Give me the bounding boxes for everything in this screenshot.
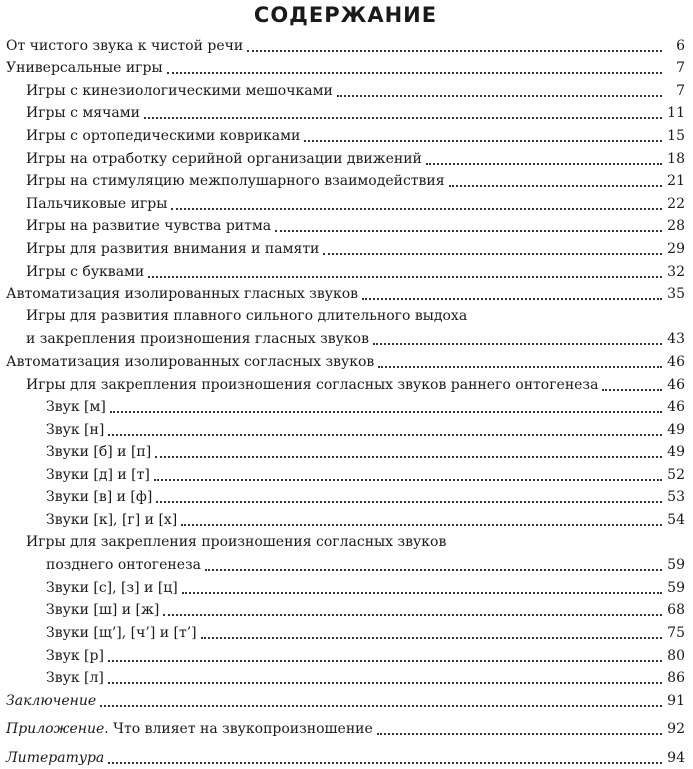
toc-entry[interactable] (6, 147, 685, 170)
toc-entry-label-text: Звук [л] (46, 670, 104, 687)
toc-entry[interactable] (6, 124, 685, 147)
toc-entry-label (26, 148, 426, 170)
toc-entry-page-number: 52 (667, 466, 685, 483)
dot-leader (373, 343, 662, 345)
toc-entry-label (6, 690, 100, 712)
toc-entry[interactable] (6, 644, 685, 667)
toc-entry-label (6, 35, 247, 57)
dot-leader (449, 185, 662, 187)
toc-entry-line1: Игры для развития плавного сильного длительного выдоха (26, 308, 468, 325)
toc-entry-label-text: Звуки [ш] и [ж] (46, 602, 160, 619)
toc-entry[interactable] (6, 79, 685, 102)
toc-entry-label (26, 328, 373, 350)
toc-entry-label-text: Звук [н] (46, 421, 105, 438)
toc-entry[interactable] (6, 170, 685, 193)
toc-entry-label-text: Пальчиковые игры (26, 195, 168, 212)
toc-entry-label-text: Звуки [с], [з] и [ц] (46, 579, 178, 596)
toc-entry-label (46, 667, 108, 689)
toc-entry-page-number: 59 (667, 557, 685, 574)
toc-entry-page-number: 21 (667, 173, 685, 190)
toc-entry-page-number: 53 (667, 489, 685, 506)
dot-leader (108, 762, 662, 764)
toc-entry-page-number: 43 (667, 331, 685, 348)
toc-entry-page-number: 54 (667, 512, 685, 529)
toc-entry-page-number: 59 (667, 579, 685, 596)
toc-entry-label (46, 577, 182, 599)
toc-entry-label-text: От чистого звука к чистой речи (6, 37, 244, 54)
toc-entry[interactable] (6, 599, 685, 622)
toc-entry-label-text: Игры на отработку серийной организации движений (26, 150, 422, 167)
toc-entry[interactable] (6, 373, 685, 396)
toc-entry-page-number: 80 (667, 647, 685, 664)
toc-entry-page-number: 86 (667, 670, 685, 687)
dot-leader (323, 253, 662, 255)
toc-entry-page-number: 28 (667, 218, 685, 235)
toc-entry-line1: Игры для закрепления произношения согласных звуков (26, 534, 447, 551)
dot-leader (100, 705, 662, 707)
toc-entry-label (46, 464, 154, 486)
dot-leader (181, 524, 662, 526)
toc-entry-page-number: 15 (667, 127, 685, 144)
dot-leader (154, 479, 662, 481)
toc-entry-label-text: Игры для развития внимания и памяти (26, 240, 320, 257)
toc-entry-label (26, 215, 275, 237)
toc-entry-page-number: 7 (676, 60, 685, 77)
toc-entry-label (26, 238, 323, 260)
toc-entry-label-text: Игры с ортопедическими ковриками (26, 127, 301, 144)
dot-leader (167, 72, 662, 74)
toc-entry-label (6, 57, 167, 79)
toc-entry-label-italic: Заключение (6, 692, 97, 709)
dot-leader (275, 230, 662, 232)
toc-entry[interactable] (6, 237, 685, 260)
toc-entry-page-number: 46 (667, 376, 685, 393)
toc-entry-page-number: 92 (667, 721, 685, 738)
toc-entry-label-text: Звуки [д] и [т] (46, 466, 150, 483)
toc-entry[interactable] (6, 689, 685, 712)
toc-entry[interactable] (6, 34, 685, 57)
toc-entry[interactable] (6, 283, 685, 306)
toc-entry-label (26, 170, 449, 192)
toc-entry-label-text: Звуки [щ’], [ч’] и [т’] (46, 625, 197, 642)
toc-entry-page-number: 49 (667, 444, 685, 461)
toc-entry-label-text: Звуки [в] и [ф] (46, 489, 153, 506)
toc-entry-label (26, 125, 304, 147)
dot-leader (163, 614, 662, 616)
toc-entry-label (26, 374, 602, 396)
toc-entry[interactable] (6, 260, 685, 283)
toc-entry[interactable] (6, 486, 685, 509)
page-title: СОДЕРЖАНИЕ (253, 3, 438, 27)
dot-leader (182, 592, 662, 594)
toc-entry-page-number: 18 (667, 150, 685, 167)
toc-entry-page-number: 49 (667, 421, 685, 438)
dot-leader (108, 660, 662, 662)
toc-entry[interactable] (6, 576, 685, 599)
toc-entry-label (46, 599, 163, 621)
toc-entry-page-number: 75 (667, 625, 685, 642)
toc-entry-page-number: 46 (667, 353, 685, 370)
toc-entry-label (46, 509, 181, 531)
toc-entry-page-number: 32 (667, 263, 685, 280)
toc-entry-label-text: Игры с мячами (26, 105, 140, 122)
toc-entry-page-number: 68 (667, 602, 685, 619)
toc-entry[interactable] (6, 718, 685, 741)
toc-entry-page-number: 7 (676, 82, 685, 99)
dot-leader (377, 733, 662, 735)
toc-entry-page-number: 11 (667, 105, 685, 122)
toc-entry-label-text: Автоматизация изолированных согласных звуков (6, 353, 375, 370)
dot-leader (148, 276, 662, 278)
dot-leader (602, 389, 662, 391)
toc-entry-label-text: и закрепления произношения гласных звуков (26, 331, 369, 348)
toc-entry[interactable] (6, 667, 685, 690)
toc-entry-label (26, 193, 171, 215)
dot-leader (362, 298, 662, 300)
toc-entry-label-italic: Приложение. (6, 721, 109, 738)
toc-entry-label (46, 441, 155, 463)
toc-entry-label-text: Игры с буквами (26, 263, 145, 280)
dot-leader (144, 117, 662, 119)
dot-leader (426, 163, 662, 165)
toc-entry[interactable] (6, 441, 685, 464)
toc-entry-label (46, 622, 201, 644)
toc-entry-page-number: 46 (667, 399, 685, 416)
toc-entry-page-number: 6 (676, 37, 685, 54)
toc-entry-label-text: Звук [р] (46, 647, 104, 664)
toc-entry[interactable] (6, 463, 685, 486)
toc-entry-label (46, 645, 108, 667)
toc-entry-label (46, 419, 108, 441)
toc-entry-page-number: 94 (667, 750, 685, 766)
toc-entry[interactable] (6, 328, 685, 351)
toc-entry[interactable] (6, 215, 685, 238)
toc-entry[interactable] (6, 57, 685, 80)
toc-entry-label-text: Игры с кинезиологическими мешочками (26, 82, 333, 99)
dot-leader (108, 682, 662, 684)
toc-entry-label-text: Игры на стимуляцию межполушарного взаимодействия (26, 173, 445, 190)
toc-entry-label-text: Универсальные игры (6, 60, 163, 77)
toc-entry-label (6, 283, 362, 305)
dot-leader (155, 456, 662, 458)
toc-entry-label (6, 747, 108, 769)
toc-entry-label-italic: Литература (6, 750, 105, 766)
toc-entry[interactable] (6, 508, 685, 531)
dot-leader (108, 434, 662, 436)
toc-entry[interactable] (6, 621, 685, 644)
dot-leader (201, 637, 662, 639)
toc-entry[interactable] (6, 396, 685, 419)
dot-leader (378, 366, 662, 368)
toc-entry-label (26, 80, 337, 102)
toc-entry[interactable] (6, 350, 685, 373)
toc-entry-label (46, 396, 110, 418)
toc-entry-label (46, 554, 205, 576)
toc-entry-label (46, 486, 156, 508)
toc-entry-page-number: 35 (667, 286, 685, 303)
toc-entry-label-text: Что влияет на звукопроизношение (108, 721, 373, 738)
toc-entry-page-number: 22 (667, 195, 685, 212)
toc-entry-label (6, 718, 377, 740)
toc-entry-page-number: 91 (667, 692, 685, 709)
toc-entry-label (26, 261, 148, 283)
toc-entry-page-number: 29 (667, 240, 685, 257)
table-of-contents (6, 34, 685, 769)
toc-entry-label (26, 102, 144, 124)
dot-leader (171, 208, 662, 210)
dot-leader (110, 411, 662, 413)
toc-entry-label-text: Автоматизация изолированных гласных звуков (6, 286, 359, 303)
toc-entry-label (6, 351, 378, 373)
toc-entry-label-text: Звуки [б] и [п] (46, 444, 152, 461)
toc-entry-label-text: Игры для закрепления произношения согласных звуков раннего онтогенеза (26, 376, 599, 393)
dot-leader (205, 569, 662, 571)
dot-leader (337, 95, 662, 97)
toc-entry[interactable] (6, 102, 685, 125)
toc-entry-label-text: Игры на развитие чувства ритма (26, 218, 272, 235)
dot-leader (304, 140, 662, 142)
toc-entry-label-text: позднего онтогенеза (46, 557, 201, 574)
toc-entry[interactable] (6, 554, 685, 577)
toc-entry[interactable] (6, 192, 685, 215)
toc-entry-label-text: Звуки [к], [г] и [х] (46, 512, 178, 529)
dot-leader (247, 50, 662, 52)
dot-leader (156, 501, 662, 503)
toc-entry-label-text: Звук [м] (46, 399, 106, 416)
toc-entry[interactable] (6, 418, 685, 441)
